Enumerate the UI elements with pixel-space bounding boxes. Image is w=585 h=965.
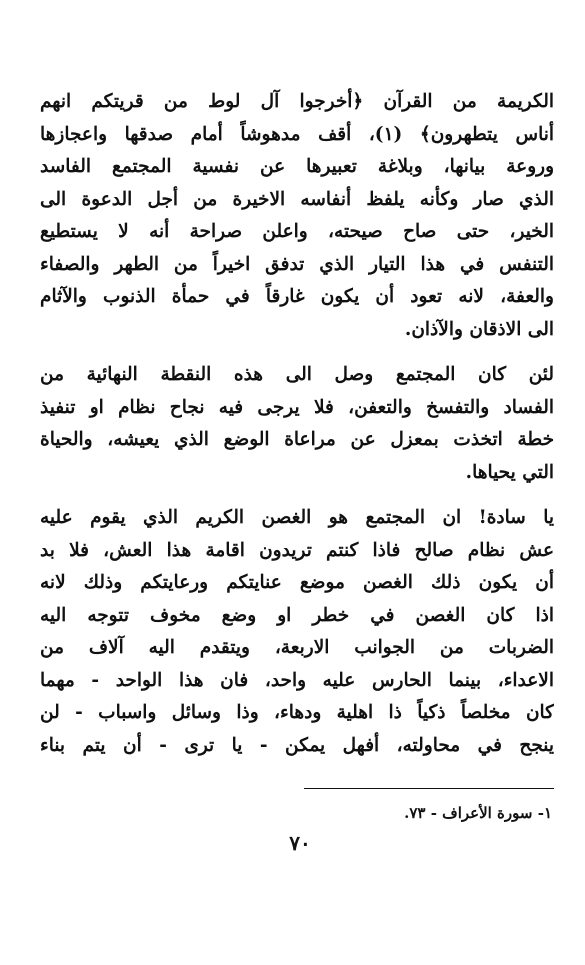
text-line: عش نظام صالح فاذا كنتم تريدون اقامة هذا العش، فلا بد xyxy=(40,539,554,561)
text-line: أن يكون ذلك الغصن موضع عنايتكم ورعايتكم وذلك لانه xyxy=(40,572,554,593)
text-line: اذا كان الغصن في خطر او وضع مخوف تتوجه اليه xyxy=(40,604,554,626)
paragraph-2 xyxy=(40,359,554,489)
text-line: التنفس في هذا التيار الذي تدفق اخيراً من الطهر والصفاء xyxy=(40,253,554,275)
footnote: ١- سورة الأعراف - ٧٣. xyxy=(404,804,552,822)
footnote-divider xyxy=(304,788,554,789)
page-number: ٧٠ xyxy=(289,831,311,855)
text-line: أناس يتطهرون﴾ (١)، أقف مدهوشاً أمام صدقها واعجازها xyxy=(40,123,554,145)
text-line: الاعداء، بينما الحارس عليه واحد، فان هذا الواحد - مهما xyxy=(40,669,554,691)
main-text xyxy=(40,86,554,762)
text-line: خطة اتخذت بمعزل عن مراعاة الوضع الذي يعيشه، والحياة xyxy=(40,429,554,450)
text-line: الفساد والتفسخ والتعفن، فلا يرجى فيه نجاح نظام او تنفيذ xyxy=(40,396,554,418)
text-line: والعفة، لانه تعود أن يكون غارقاً في حمأة الذنوب والآثام xyxy=(40,286,554,307)
text-line: كان مخلصاً ذكياً ذا اهلية ودهاء، وذا وسائل واسباب - لن xyxy=(40,702,554,723)
text-line: الى الاذقان والآذان. xyxy=(404,318,554,340)
text-line: الذي صار وكأنه يلفظ أنفاسه الاخيرة من أجل الدعوة الى xyxy=(40,188,554,210)
text-line: الكريمة من القرآن ﴿أخرجوا آل لوط من قريتكم انهم xyxy=(40,91,554,112)
text-line: التي يحياها. xyxy=(465,461,554,483)
text-line: يا سادة! ان المجتمع هو الغصن الكريم الذي يقوم عليه xyxy=(40,507,554,528)
text-line: الخير، حتى صاح صيحته، واعلن صراحة أنه لا يستطيع xyxy=(40,221,554,242)
text-line: ينجح في محاولته، أفهل يمكن - يا ترى - أن يتم بناء xyxy=(40,734,554,756)
paragraph-1 xyxy=(40,86,554,346)
text-line: وروعة بيانها، وبلاغة تعبيرها عن نفسية المجتمع الفاسد xyxy=(40,156,554,177)
text-line: الضربات من الجوانب الاربعة، ويتقدم اليه آلاف من xyxy=(40,637,554,658)
paragraph-3 xyxy=(40,502,554,762)
text-line: لئن كان المجتمع وصل الى هذه النقطة النهائية من xyxy=(40,364,554,385)
